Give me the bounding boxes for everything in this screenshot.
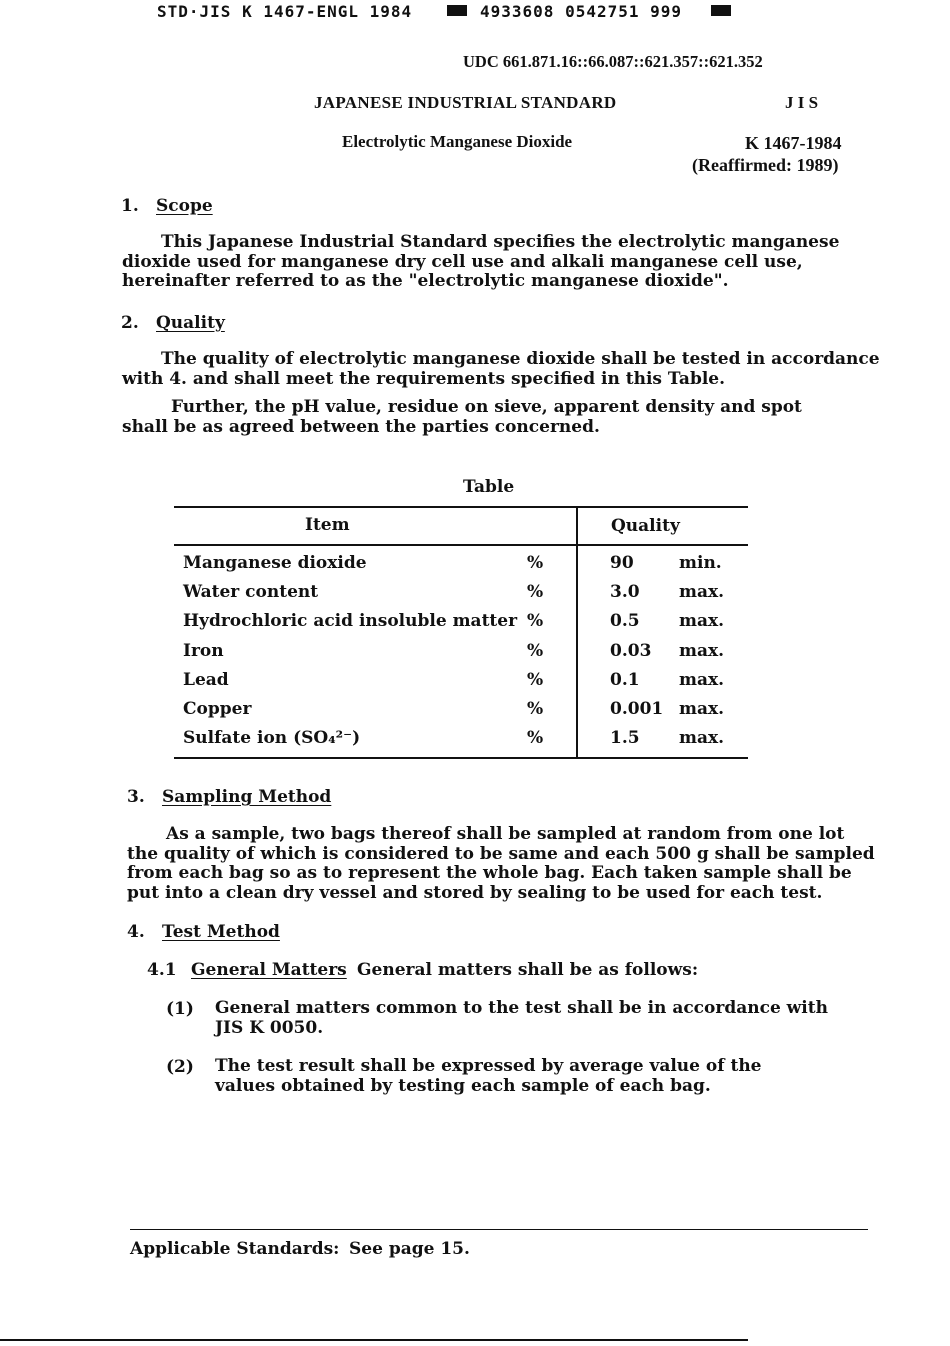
footer-label: Applicable Standards: xyxy=(130,1239,340,1259)
sampling-line: the quality of which is considered to be same and each 500 g shall be sampled xyxy=(127,843,875,864)
table-cell-unit: % xyxy=(527,699,544,719)
table-cell-item: Sulfate ion (SO₄²⁻) xyxy=(183,728,361,748)
document-title: Electrolytic Manganese Dioxide xyxy=(342,132,573,151)
section-2-title: Quality xyxy=(156,313,225,333)
banner-block-1 xyxy=(447,5,467,16)
section-4-title: Test Method xyxy=(162,922,280,942)
table-cell-value: 0.5 xyxy=(610,611,640,631)
quality-line: Further, the pH value, residue on sieve, apparent density and spot xyxy=(171,397,802,417)
table-cell-unit: % xyxy=(527,582,544,602)
section-3-title: Sampling Method xyxy=(162,787,332,807)
item-1-text xyxy=(215,999,828,1038)
standard-number: K 1467-1984 xyxy=(745,133,842,153)
table-cell-value: 90 xyxy=(610,553,634,573)
table-top-rule xyxy=(174,506,748,508)
footer-rule xyxy=(130,1229,868,1230)
page-bottom-rule xyxy=(0,1339,748,1341)
quality-line: shall be as agreed between the parties concerned. xyxy=(122,416,600,437)
item-line: JIS K 0050. xyxy=(215,1017,324,1038)
item-line: values obtained by testing each sample of each bag. xyxy=(215,1075,711,1096)
item-2-text xyxy=(215,1057,762,1096)
sampling-paragraph xyxy=(127,825,875,903)
table-caption: Table xyxy=(463,477,515,497)
table-cell-item: Hydrochloric acid insoluble matter xyxy=(183,611,518,631)
jis-mark: J I S xyxy=(785,93,819,112)
table-cell-unit: % xyxy=(527,641,544,661)
scope-line: This Japanese Industrial Standard specifies the electrolytic manganese xyxy=(161,232,840,252)
table-bottom-rule xyxy=(174,757,748,759)
reaffirmed-date: (Reaffirmed: 1989) xyxy=(692,155,839,175)
section-2-number: 2. xyxy=(121,313,139,333)
scope-paragraph xyxy=(122,233,839,292)
table-cell-unit: % xyxy=(527,670,544,690)
table-cell-limit: min. xyxy=(679,553,722,573)
table-header-quality: Quality xyxy=(611,516,680,536)
table-cell-limit: max. xyxy=(679,699,725,719)
table-cell-limit: max. xyxy=(679,611,725,631)
table-cell-item: Manganese dioxide xyxy=(183,553,367,573)
section-3-number: 3. xyxy=(127,787,145,807)
section-4-number: 4. xyxy=(127,922,145,942)
table-cell-item: Water content xyxy=(183,582,319,602)
udc-number: UDC 661.871.16::66.087::621.357::621.352 xyxy=(463,52,763,71)
item-line: The test result shall be expressed by average value of the xyxy=(215,1056,762,1076)
table-cell-value: 1.5 xyxy=(610,728,640,748)
item-1-number: (1) xyxy=(166,999,194,1019)
sampling-line: put into a clean dry vessel and stored by sealing to be used for each test. xyxy=(127,882,823,903)
scope-line: hereinafter referred to as the "electrolytic manganese dioxide". xyxy=(122,271,729,291)
table-cell-limit: max. xyxy=(679,728,725,748)
scope-line: dioxide used for manganese dry cell use and alkali manganese cell use, xyxy=(122,251,803,272)
table-column-divider xyxy=(576,506,578,759)
quality-line: The quality of electrolytic manganese dioxide shall be tested in accordance xyxy=(161,349,880,369)
subsection-4-1-number: 4.1 xyxy=(147,960,177,980)
table-cell-unit: % xyxy=(527,611,544,631)
organization-title: JAPANESE INDUSTRIAL STANDARD xyxy=(314,93,617,112)
table-cell-item: Copper xyxy=(183,699,252,719)
section-1-number: 1. xyxy=(121,196,139,216)
table-cell-limit: max. xyxy=(679,670,725,690)
table-header-item: Item xyxy=(305,515,350,535)
table-cell-value: 0.03 xyxy=(610,641,652,661)
quality-paragraph-2 xyxy=(122,398,802,437)
table-cell-value: 3.0 xyxy=(610,582,640,602)
table-header-rule xyxy=(174,544,748,546)
sampling-line: As a sample, two bags thereof shall be sampled at random from one lot xyxy=(166,824,845,844)
item-line: General matters common to the test shall be in accordance with xyxy=(215,998,828,1018)
subsection-4-1-text: General matters shall be as follows: xyxy=(357,960,699,980)
table-cell-item: Lead xyxy=(183,670,229,690)
banner-block-2 xyxy=(711,5,731,16)
table-cell-value: 0.001 xyxy=(610,699,664,719)
subsection-4-1-title: General Matters xyxy=(191,960,347,980)
table-cell-unit: % xyxy=(527,728,544,748)
banner-code: STD·JIS K 1467-ENGL 1984 xyxy=(157,2,413,21)
table-cell-unit: % xyxy=(527,553,544,573)
quality-line: with 4. and shall meet the requirements specified in this Table. xyxy=(122,368,726,389)
table-cell-limit: max. xyxy=(679,641,725,661)
section-1-title: Scope xyxy=(156,196,213,216)
table-cell-value: 0.1 xyxy=(610,670,640,690)
footer-text: See page 15. xyxy=(349,1239,470,1259)
item-2-number: (2) xyxy=(166,1057,194,1077)
sampling-line: from each bag so as to represent the whole bag. Each taken sample shall be xyxy=(127,863,852,883)
table-cell-item: Iron xyxy=(183,641,224,661)
quality-paragraph-1 xyxy=(122,350,880,389)
table-cell-limit: max. xyxy=(679,582,725,602)
banner-numbers: 4933608 0542751 999 xyxy=(480,2,683,21)
